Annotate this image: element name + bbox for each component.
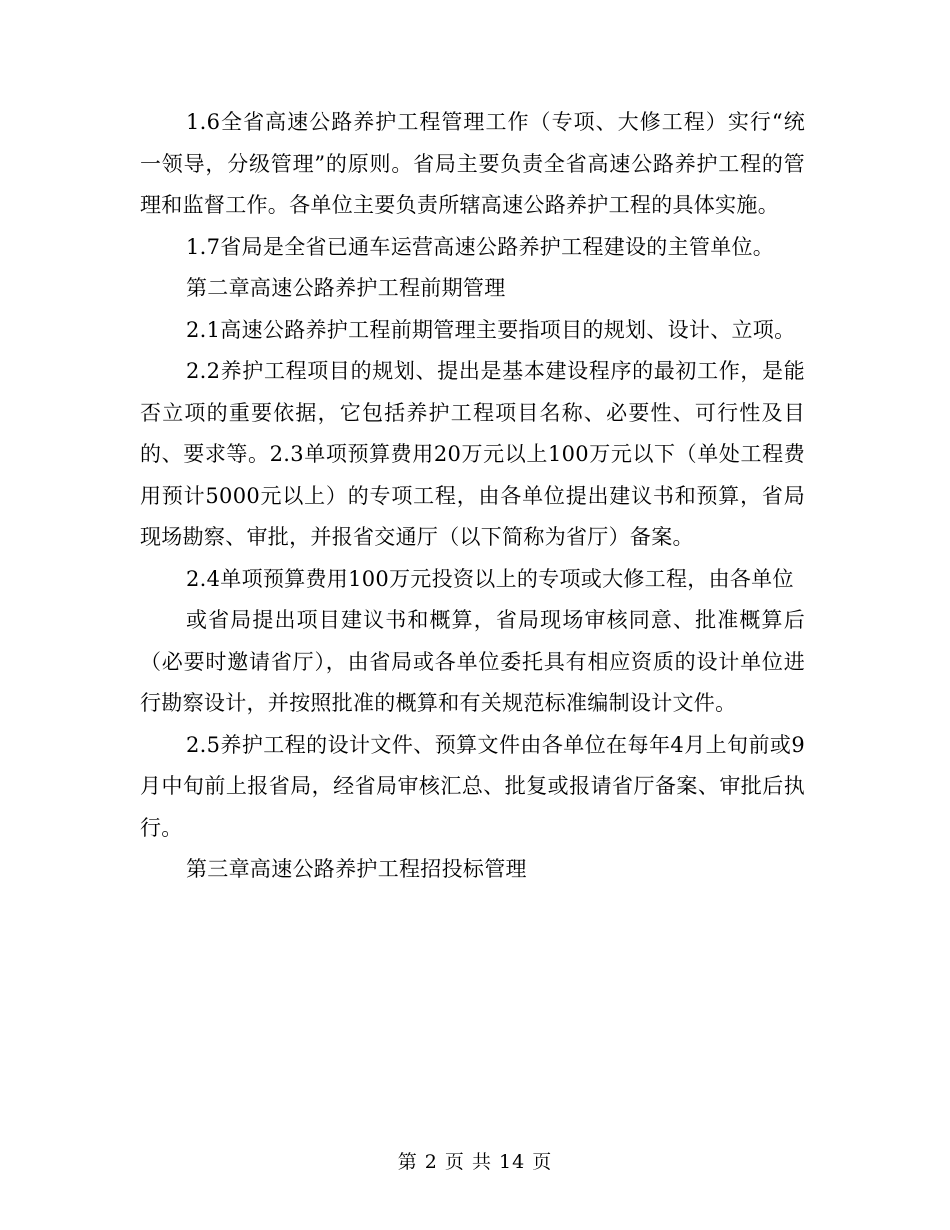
chapter-3-heading: 第三章高速公路养护工程招投标管理 <box>186 857 527 881</box>
page-number-footer: 第 2 页 共 14 页 <box>397 1151 553 1173</box>
paragraph-1-6: 1.6全省高速公路养护工程管理工作（专项、大修工程）实行“统一领导，分级管理”的原则。省局主要负责全省高速公路养护工程的管理和监督工作。各单位主要负责所辖高速公路养护工程的具体实施。 <box>140 110 805 217</box>
paragraph-2-4-continued: 或省局提出项目建议书和概算，省局现场审核同意、批准概算后（必要时邀请省厅），由省局或各单位委托具有相应资质的设计单位进行勘察设计，并按照批准的概算和有关规范标准编制设计文件。 <box>140 608 805 715</box>
chapter-2-heading: 第二章高速公路养护工程前期管理 <box>186 276 506 300</box>
paragraph-2-5: 2.5养护工程的设计文件、预算文件由各单位在每年4月上旬前或9月中旬前上报省局，经省局审核汇总、批复或报请省厅备案、审批后执行。 <box>140 732 805 840</box>
paragraph-2-2: 2.2养护工程项目的规划、提出是基本建设程序的最初工作，是能否立项的重要依据，它包括养护工程项目名称、必要性、可行性及目的、要求等。2.3单项预算费用20万元以上100万元以下（单处工程费用预计5000元以上）的专项工程，由各单位提出建议书和预算，省局现场勘察、审批，并报省交通厅（以下简称为省厅）备案。 <box>140 359 805 549</box>
paragraph-2-4: 2.4单项预算费用100万元投资以上的专项或大修工程，由各单位 <box>186 566 794 591</box>
document-body <box>140 102 805 891</box>
paragraph-1-7: 1.7省局是全省已通车运营高速公路养护工程建设的主管单位。 <box>186 234 775 259</box>
paragraph-2-1: 2.1高速公路养护工程前期管理主要指项目的规划、设计、立项。 <box>186 317 796 342</box>
